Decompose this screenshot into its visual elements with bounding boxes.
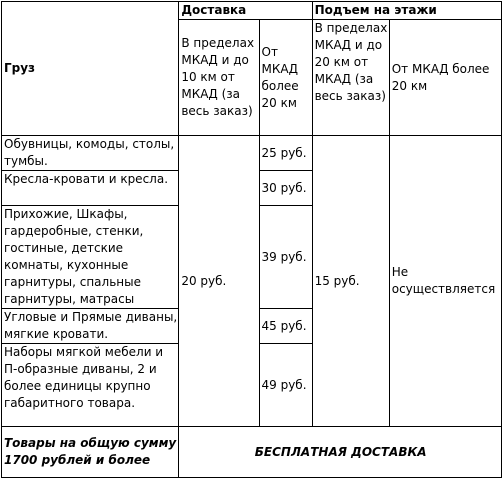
delivery-within-price: 20 руб. bbox=[179, 136, 259, 427]
cargo-item: Обувницы, комоды, столы, тумбы. bbox=[2, 136, 179, 171]
header-lifting-within: В пределах МКАД и до 20 км от МКАД (за весь заказ) bbox=[312, 20, 389, 136]
delivery-beyond-price: 25 руб. bbox=[259, 136, 312, 171]
lifting-beyond-note: Не осуществляется bbox=[389, 136, 501, 427]
header-cargo: Груз bbox=[2, 2, 179, 136]
free-delivery-condition: Товары на общую сумму 1700 рублей и более bbox=[2, 427, 179, 478]
table-row bbox=[2, 136, 502, 171]
header-lifting: Подъем на этажи bbox=[312, 2, 501, 20]
cargo-item: Наборы мягкой мебели и П-образные диваны, 2 и более единицы крупно габаритного товара. bbox=[2, 344, 179, 427]
cargo-item: Прихожие, Шкафы, гардеробные, стенки, гостиные, детские комнаты, кухонные гарнитуры, спальные гарнитуры, матрасы bbox=[2, 206, 179, 309]
header-delivery-within: В пределах МКАД и до 10 км от МКАД (за весь заказ) bbox=[179, 20, 259, 136]
delivery-beyond-price: 39 руб. bbox=[259, 206, 312, 309]
delivery-beyond-price: 45 руб. bbox=[259, 309, 312, 344]
delivery-beyond-price: 49 руб. bbox=[259, 344, 312, 427]
cargo-item: Кресла-кровати и кресла. bbox=[2, 171, 179, 206]
footer-row bbox=[2, 427, 502, 478]
header-row-groups bbox=[2, 2, 502, 20]
header-delivery: Доставка bbox=[179, 2, 312, 20]
header-lifting-beyond: От МКАД более 20 км bbox=[389, 20, 501, 136]
cargo-item: Угловые и Прямые диваны, мягкие кровати. bbox=[2, 309, 179, 344]
free-delivery-offer: БЕСПЛАТНАЯ ДОСТАВКА bbox=[179, 427, 502, 478]
header-delivery-beyond: От МКАД более 20 км bbox=[259, 20, 312, 136]
delivery-beyond-price: 30 руб. bbox=[259, 171, 312, 206]
lifting-within-price: 15 руб. bbox=[312, 136, 389, 427]
delivery-tariff-table bbox=[1, 1, 502, 478]
